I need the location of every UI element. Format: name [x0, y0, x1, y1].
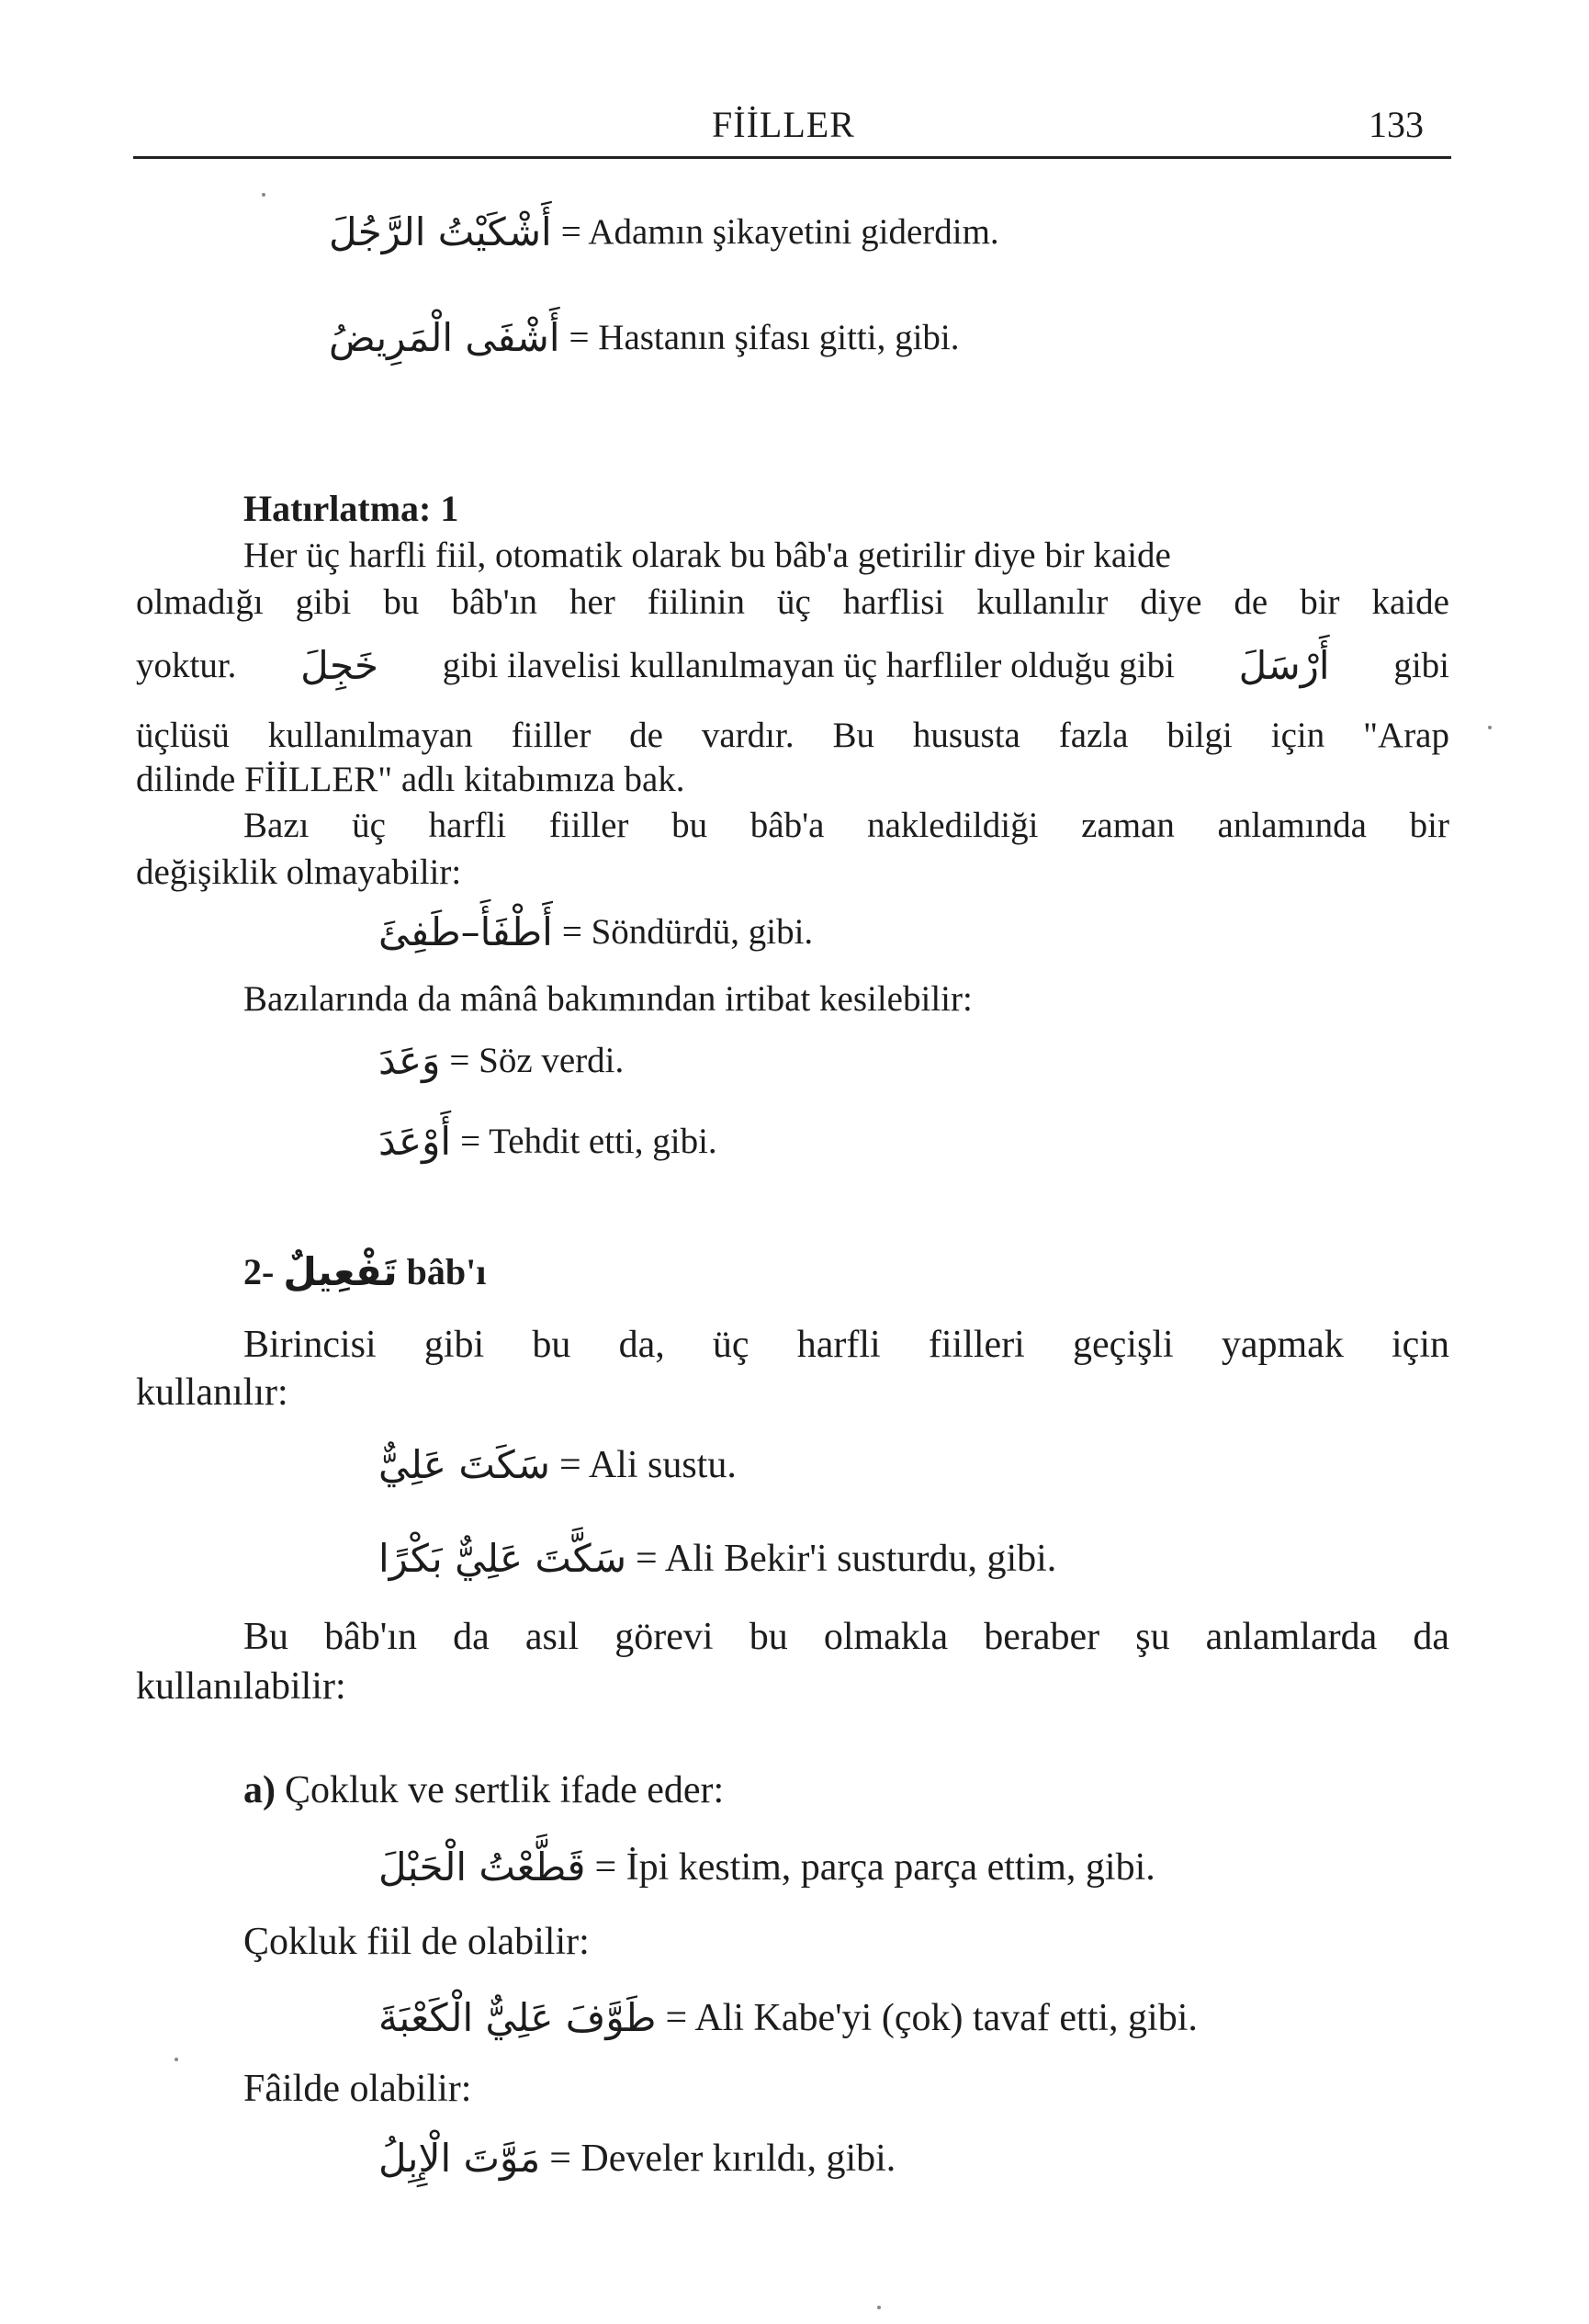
arabic-example: أَشْفَى الْمَرِيضُ	[329, 315, 560, 360]
arabic-example: أَطْفَأَ–طَفِئَ	[378, 909, 553, 954]
arabic-example: سَكَّتَ عَلِيٌّ بَكْرًا	[378, 1536, 627, 1581]
text-line: değişiklik olmayabilir:	[136, 852, 462, 892]
example-row	[378, 1845, 1155, 1890]
arabic-example: أَشْكَيْتُ الرَّجُلَ	[329, 209, 552, 254]
list-text: Çokluk ve sertlik ifade eder:	[285, 1769, 725, 1811]
arabic-word: أَرْسَلَ	[1238, 643, 1330, 688]
running-header-title: FİİLLER	[712, 104, 855, 145]
scan-speck	[877, 2306, 881, 2309]
text-line: Bazılarında da mânâ bakımından irtibat kesilebilir:	[243, 979, 973, 1019]
example-meaning: = Develer kırıldı, gibi.	[549, 2137, 896, 2180]
example-meaning: = Söz verdi.	[449, 1041, 625, 1080]
example-row	[378, 1038, 624, 1083]
example-row	[329, 315, 960, 360]
example-meaning: = Hastanın şifası gitti, gibi.	[569, 318, 960, 357]
list-item-a	[243, 1768, 724, 1812]
note-line: Her üç harfli fiil, otomatik olarak bu bâb'a getirilir diye bir kaide	[243, 536, 1171, 575]
list-label: a)	[243, 1769, 276, 1811]
arabic-example: أَوْعَدَ	[378, 1119, 452, 1164]
arabic-word: خَجِلَ	[300, 643, 379, 688]
example-row	[378, 1536, 1056, 1581]
example-meaning: = Adamın şikayetini giderdim.	[560, 212, 999, 252]
note-heading: Hatırlatma: 1	[243, 488, 459, 529]
arabic-example: وَعَدَ	[378, 1038, 441, 1083]
section-heading-arabic: تَفْعِيلٌ	[283, 1249, 398, 1294]
section-heading	[243, 1249, 486, 1294]
example-row	[378, 909, 813, 954]
scan-speck	[1488, 726, 1492, 729]
example-row	[378, 2136, 896, 2181]
scan-speck	[175, 2058, 178, 2061]
example-meaning: = İpi kestim, parça parça ettim, gibi.	[594, 1845, 1155, 1889]
section-heading-text: bâb'ı	[406, 1251, 487, 1292]
example-meaning: = Ali Bekir'i susturdu, gibi.	[636, 1537, 1057, 1580]
example-meaning: = Tehdit etti, gibi.	[460, 1122, 717, 1161]
note-text: gibi	[1393, 646, 1449, 685]
section-number: 2-	[243, 1251, 275, 1292]
note-text: gibi ilavelisi kullanılmayan üç harfliler olduğu gibi	[442, 646, 1175, 685]
text-line	[243, 535, 1449, 576]
text-line: Çokluk fiil de olabilir:	[243, 1921, 590, 1963]
arabic-example: مَوَّتَ الْإِبِلُ	[378, 2136, 541, 2181]
example-row	[378, 1119, 717, 1164]
example-meaning: = Ali sustu.	[558, 1443, 737, 1486]
example-row	[329, 209, 999, 254]
text-line: kullanılır:	[136, 1371, 288, 1414]
scan-speck	[262, 193, 265, 197]
example-row	[378, 1995, 1198, 2040]
text-line: dilinde FİİLLER" adlı kitabımıza bak.	[136, 760, 685, 799]
text-line-with-arabic	[136, 643, 1449, 688]
text-line: Fâilde olabilir:	[243, 2068, 472, 2110]
text-line: üçlüsü kullanılmayan fiiller de vardır. Bu hususta fazla bilgi için "Arap	[136, 716, 1449, 755]
example-row	[378, 1442, 737, 1487]
arabic-example: سَكَتَ عَلِيٌّ	[378, 1442, 550, 1487]
text-line: Bu bâb'ın da asıl görevi bu olmakla beraber şu anlamlarda da	[243, 1616, 1449, 1658]
text-line: Bazı üç harfli fiiller bu bâb'a nakledildiği zaman anlamında bir	[243, 806, 1449, 845]
example-meaning: = Ali Kabe'yi (çok) tavaf etti, gibi.	[665, 1996, 1198, 2039]
arabic-example: طَوَّفَ عَلِيٌّ الْكَعْبَةَ	[378, 1995, 657, 2040]
header-rule	[133, 156, 1451, 159]
page-number: 133	[1369, 104, 1424, 145]
text-line: olmadığı gibi bu bâb'ın her fiilinin üç harflisi kullanılır diye de bir kaide	[136, 582, 1449, 622]
arabic-example: قَطَّعْتُ الْحَبْلَ	[378, 1845, 586, 1890]
text-line: Birincisi gibi bu da, üç harfli fiilleri geçişli yapmak için	[243, 1324, 1449, 1366]
example-meaning: = Söndürdü, gibi.	[561, 912, 814, 952]
text-line: kullanılabilir:	[136, 1665, 346, 1708]
note-text: yoktur.	[136, 646, 237, 685]
